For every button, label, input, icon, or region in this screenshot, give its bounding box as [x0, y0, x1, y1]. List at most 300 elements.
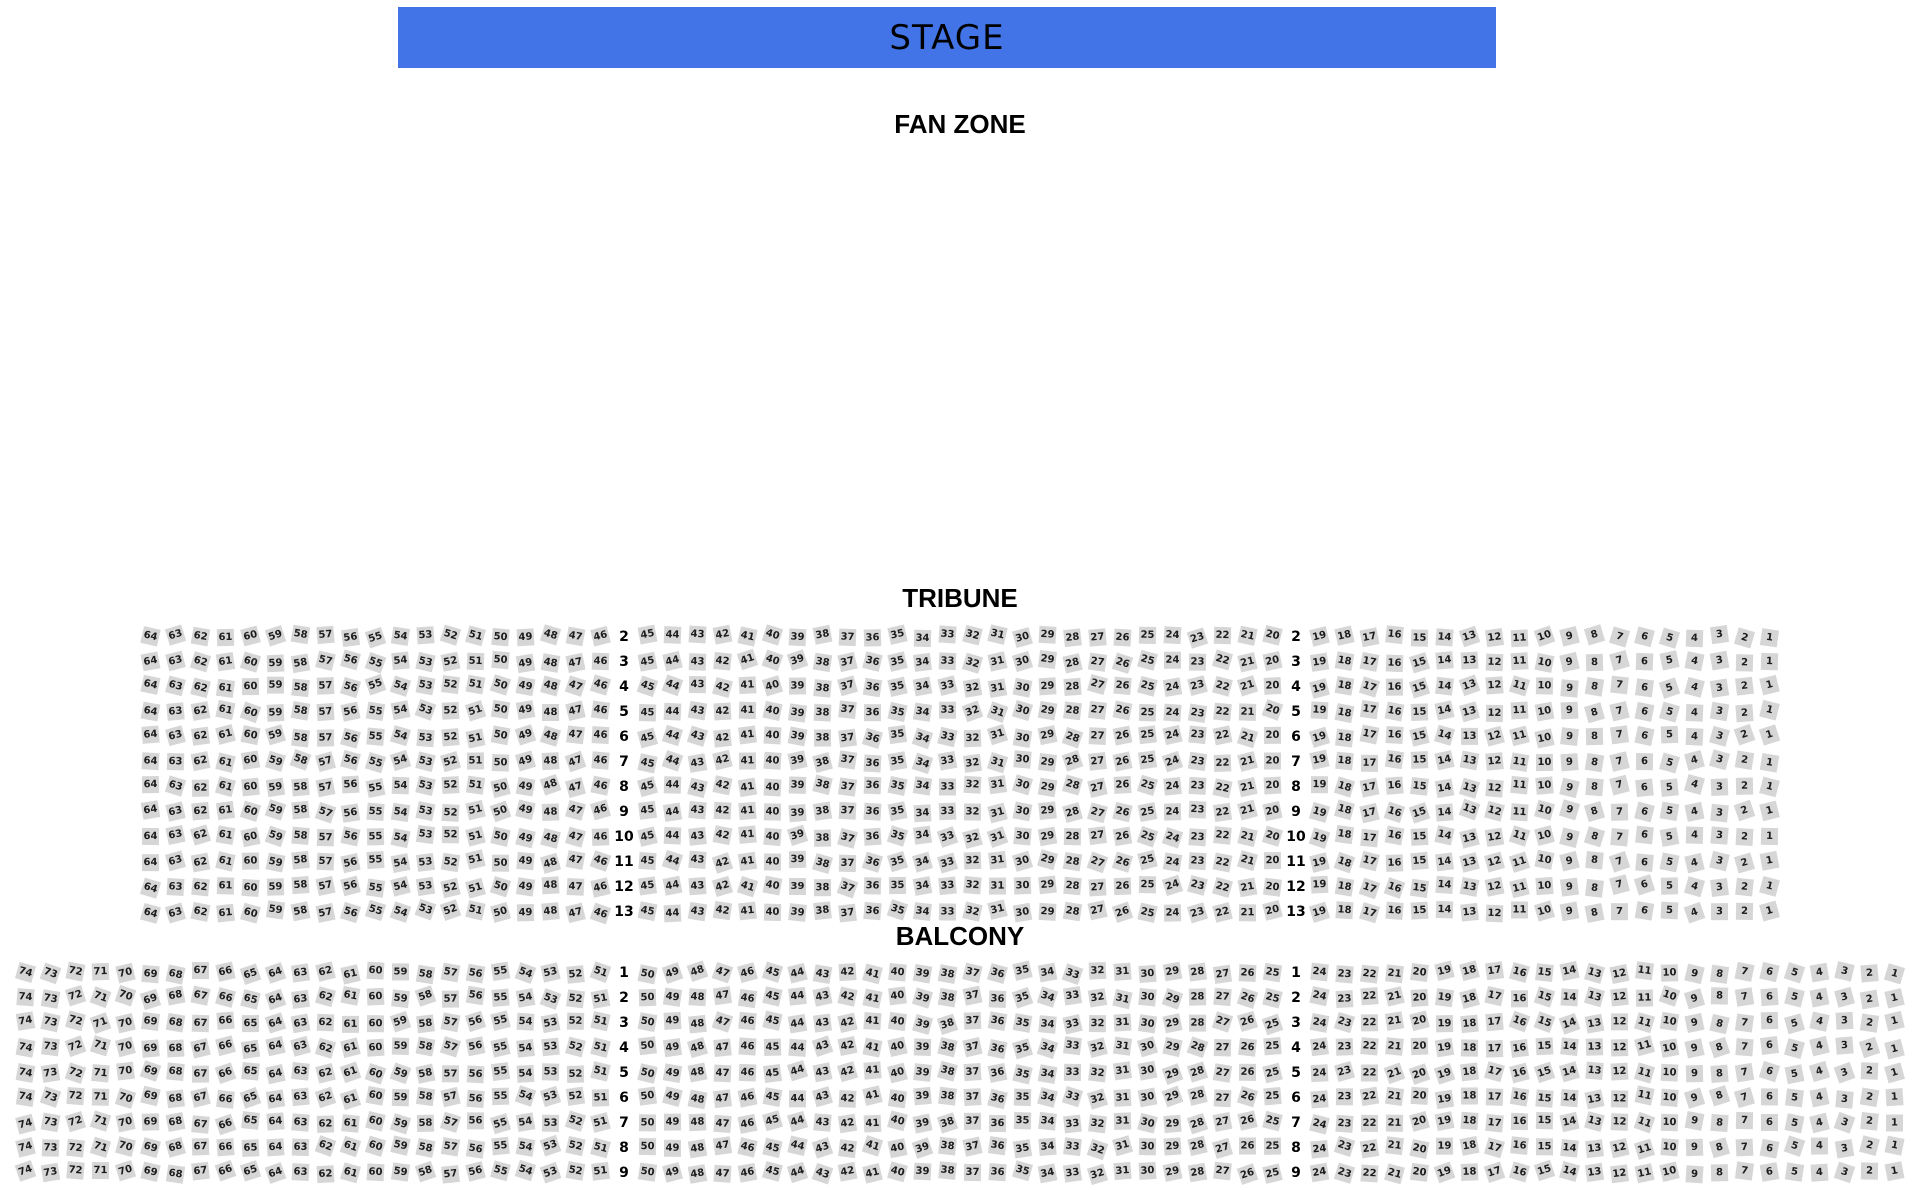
seat[interactable]: 55 [366, 803, 384, 821]
seat[interactable]: 26 [1237, 1011, 1258, 1032]
seat[interactable]: 4 [1686, 826, 1704, 844]
seat[interactable]: 3 [1710, 651, 1730, 671]
seat[interactable]: 4 [1809, 1087, 1829, 1107]
seat[interactable]: 54 [516, 1137, 536, 1157]
seat[interactable]: 60 [240, 903, 261, 924]
seat[interactable]: 56 [340, 853, 360, 873]
seat[interactable]: 1 [1760, 851, 1780, 871]
seat[interactable]: 13 [1584, 1111, 1605, 1132]
seat[interactable]: 13 [1584, 986, 1605, 1007]
seat[interactable]: 43 [812, 1086, 833, 1107]
seat[interactable]: 71 [92, 1088, 109, 1105]
seat[interactable]: 11 [1509, 726, 1530, 747]
seat[interactable]: 48 [542, 803, 560, 821]
seat[interactable]: 52 [567, 1066, 584, 1083]
seat[interactable]: 23 [1336, 990, 1354, 1008]
seat[interactable]: 58 [415, 1161, 437, 1183]
seat[interactable]: 70 [115, 1160, 136, 1181]
seat[interactable]: 28 [1062, 775, 1083, 796]
seat[interactable]: 64 [265, 1036, 285, 1056]
seat[interactable]: 53 [415, 751, 436, 772]
seat[interactable]: 18 [1335, 752, 1354, 771]
seat[interactable]: 69 [140, 1086, 160, 1106]
seat[interactable]: 54 [390, 876, 411, 897]
seat[interactable]: 14 [1435, 651, 1453, 669]
seat[interactable]: 7 [1734, 962, 1754, 982]
seat[interactable]: 67 [192, 1065, 209, 1082]
seat[interactable]: 6 [1761, 1012, 1779, 1030]
seat[interactable]: 17 [1361, 755, 1378, 772]
seat[interactable]: 2 [1734, 724, 1756, 746]
seat[interactable]: 34 [914, 630, 931, 647]
seat[interactable]: 55 [491, 988, 509, 1006]
seat[interactable]: 8 [1585, 677, 1605, 697]
seat[interactable]: 25 [1262, 1063, 1283, 1084]
seat[interactable]: 44 [664, 776, 682, 794]
seat[interactable]: 59 [392, 1089, 410, 1107]
seat[interactable]: 5 [1661, 902, 1679, 920]
seat[interactable]: 43 [688, 801, 706, 819]
seat[interactable]: 23 [1188, 752, 1207, 771]
seat[interactable]: 33 [1063, 1036, 1082, 1055]
seat[interactable]: 51 [465, 625, 486, 646]
seat[interactable]: 34 [913, 826, 932, 845]
seat[interactable]: 57 [442, 990, 459, 1007]
seat[interactable]: 23 [1189, 653, 1206, 670]
seat[interactable]: 63 [292, 1163, 310, 1181]
seat[interactable]: 34 [912, 852, 933, 873]
seat[interactable]: 4 [1684, 677, 1705, 698]
seat[interactable]: 5 [1659, 852, 1679, 872]
seat[interactable]: 7 [1609, 751, 1629, 771]
seat[interactable]: 66 [215, 962, 235, 982]
seat[interactable]: 73 [40, 1086, 62, 1108]
seat[interactable]: 52 [440, 899, 462, 921]
seat[interactable]: 54 [517, 1013, 535, 1031]
seat[interactable]: 19 [1309, 827, 1330, 848]
seat[interactable]: 19 [1434, 960, 1455, 981]
seat[interactable]: 29 [1163, 962, 1183, 982]
seat[interactable]: 37 [963, 1088, 981, 1106]
seat[interactable]: 71 [90, 1012, 112, 1034]
seat[interactable]: 64 [266, 1112, 284, 1130]
seat[interactable]: 22 [1360, 1087, 1380, 1107]
seat[interactable]: 46 [592, 828, 610, 846]
seat[interactable]: 57 [315, 751, 336, 772]
seat[interactable]: 44 [789, 1090, 806, 1107]
seat[interactable]: 24 [1164, 652, 1181, 669]
seat[interactable]: 55 [365, 652, 387, 674]
seat[interactable]: 21 [1385, 1136, 1404, 1155]
seat[interactable]: 24 [1310, 1090, 1328, 1108]
seat[interactable]: 39 [789, 878, 806, 895]
seat[interactable]: 27 [1214, 1039, 1231, 1056]
seat[interactable]: 55 [490, 1160, 511, 1181]
seat[interactable]: 59 [390, 1062, 412, 1084]
seat[interactable]: 43 [688, 877, 706, 895]
seat[interactable]: 32 [1087, 1139, 1109, 1161]
seat[interactable]: 14 [1559, 1013, 1581, 1035]
seat[interactable]: 25 [1262, 1111, 1283, 1132]
seat[interactable]: 10 [1536, 754, 1553, 771]
seat[interactable]: 6 [1635, 778, 1654, 797]
seat[interactable]: 41 [739, 702, 756, 719]
seat[interactable]: 11 [1511, 702, 1529, 720]
seat[interactable]: 26 [1237, 1110, 1257, 1130]
seat[interactable]: 56 [466, 1036, 486, 1056]
seat[interactable]: 27 [1213, 965, 1232, 984]
seat[interactable]: 27 [1088, 653, 1107, 672]
seat[interactable]: 2 [1736, 654, 1753, 671]
seat[interactable]: 10 [1534, 825, 1555, 846]
seat[interactable]: 37 [964, 1012, 982, 1030]
seat[interactable]: 28 [1063, 877, 1081, 895]
seat[interactable]: 18 [1335, 877, 1355, 897]
seat[interactable]: 68 [166, 1013, 186, 1033]
seat[interactable]: 31 [988, 678, 1008, 698]
seat[interactable]: 57 [442, 1065, 459, 1082]
seat[interactable]: 22 [1212, 649, 1233, 670]
seat[interactable]: 50 [490, 902, 511, 923]
seat[interactable]: 16 [1384, 877, 1406, 899]
seat[interactable]: 54 [390, 675, 411, 696]
seat[interactable]: 15 [1534, 1011, 1556, 1033]
seat[interactable]: 45 [638, 852, 656, 870]
seat[interactable]: 63 [166, 878, 184, 896]
seat[interactable]: 73 [41, 1063, 60, 1082]
seat[interactable]: 48 [687, 960, 709, 982]
seat[interactable]: 52 [441, 853, 460, 872]
seat[interactable]: 34 [913, 703, 932, 722]
seat[interactable]: 28 [1064, 828, 1081, 845]
seat[interactable]: 38 [812, 853, 833, 874]
seat[interactable]: 56 [341, 803, 360, 822]
seat[interactable]: 61 [340, 1136, 362, 1158]
seat[interactable]: 36 [863, 902, 881, 920]
seat[interactable]: 26 [1113, 726, 1133, 746]
seat[interactable]: 50 [491, 651, 509, 669]
seat[interactable]: 1 [1759, 777, 1780, 798]
seat[interactable]: 58 [291, 851, 310, 870]
seat[interactable]: 5 [1660, 778, 1679, 797]
seat[interactable]: 7 [1610, 725, 1629, 744]
seat[interactable]: 11 [1634, 1035, 1655, 1056]
seat[interactable]: 31 [1113, 1061, 1132, 1080]
seat[interactable]: 23 [1187, 902, 1208, 923]
seat[interactable]: 8 [1710, 965, 1729, 984]
seat[interactable]: 59 [265, 625, 286, 646]
seat[interactable]: 69 [140, 1162, 160, 1182]
seat[interactable]: 33 [937, 675, 958, 696]
seat[interactable]: 11 [1510, 752, 1530, 772]
seat[interactable]: 15 [1410, 777, 1429, 796]
seat[interactable]: 34 [1037, 986, 1058, 1007]
seat[interactable]: 21 [1384, 1163, 1405, 1184]
seat[interactable]: 11 [1510, 652, 1528, 670]
seat[interactable]: 5 [1785, 1088, 1804, 1107]
seat[interactable]: 38 [813, 802, 832, 821]
seat[interactable]: 23 [1188, 704, 1208, 724]
seat[interactable]: 48 [688, 1063, 708, 1083]
seat[interactable]: 55 [366, 727, 384, 745]
seat[interactable]: 33 [1063, 1115, 1082, 1134]
seat[interactable]: 38 [937, 1061, 958, 1082]
seat[interactable]: 11 [1509, 825, 1530, 846]
seat[interactable]: 68 [165, 1137, 186, 1158]
seat[interactable]: 68 [166, 1164, 185, 1183]
seat[interactable]: 29 [1038, 701, 1058, 721]
seat[interactable]: 35 [1012, 1160, 1033, 1181]
seat[interactable]: 42 [712, 677, 733, 698]
seat[interactable]: 13 [1459, 626, 1480, 647]
seat[interactable]: 11 [1510, 803, 1528, 821]
seat[interactable]: 30 [1138, 988, 1157, 1007]
seat[interactable]: 20 [1264, 777, 1282, 795]
seat[interactable]: 51 [591, 1162, 610, 1181]
seat[interactable]: 44 [664, 626, 682, 644]
seat[interactable]: 41 [738, 902, 757, 921]
seat[interactable]: 21 [1384, 1062, 1406, 1084]
seat[interactable]: 22 [1212, 877, 1233, 898]
seat[interactable]: 17 [1485, 1114, 1504, 1133]
seat[interactable]: 23 [1335, 1115, 1353, 1133]
seat[interactable]: 37 [838, 750, 857, 769]
seat[interactable]: 4 [1686, 630, 1704, 648]
seat[interactable]: 32 [962, 625, 983, 646]
seat[interactable]: 28 [1188, 1163, 1207, 1182]
seat[interactable]: 3 [1834, 961, 1854, 981]
seat[interactable]: 50 [490, 826, 510, 846]
seat[interactable]: 28 [1187, 1036, 1209, 1058]
seat[interactable]: 61 [340, 1037, 361, 1058]
seat[interactable]: 40 [764, 904, 781, 921]
seat[interactable]: 13 [1584, 963, 1605, 984]
seat[interactable]: 62 [191, 853, 211, 873]
seat[interactable]: 35 [1013, 1013, 1033, 1033]
seat[interactable]: 39 [787, 750, 807, 770]
seat[interactable]: 23 [1188, 726, 1207, 745]
seat[interactable]: 60 [367, 1015, 384, 1032]
seat[interactable]: 13 [1460, 751, 1480, 771]
seat[interactable]: 6 [1760, 1036, 1779, 1055]
seat[interactable]: 44 [787, 1162, 808, 1183]
seat[interactable]: 19 [1309, 802, 1330, 823]
seat[interactable]: 50 [639, 1114, 656, 1131]
seat[interactable]: 56 [340, 702, 360, 722]
seat[interactable]: 47 [712, 962, 733, 983]
seat[interactable]: 64 [266, 1089, 285, 1108]
seat[interactable]: 40 [887, 1063, 908, 1084]
seat[interactable]: 26 [1237, 1086, 1258, 1107]
seat[interactable]: 34 [1038, 1138, 1056, 1156]
seat[interactable]: 35 [888, 801, 908, 821]
seat[interactable]: 11 [1636, 989, 1653, 1006]
seat[interactable]: 32 [964, 730, 982, 748]
seat[interactable]: 4 [1809, 1036, 1830, 1057]
seat[interactable]: 50 [490, 876, 511, 897]
seat[interactable]: 59 [267, 704, 285, 722]
seat[interactable]: 71 [91, 1064, 110, 1083]
seat[interactable]: 39 [914, 1038, 932, 1056]
seat[interactable]: 46 [738, 1163, 758, 1183]
seat[interactable]: 47 [565, 700, 586, 721]
seat[interactable]: 50 [491, 628, 509, 646]
seat[interactable]: 44 [788, 1014, 808, 1034]
seat[interactable]: 22 [1212, 725, 1232, 745]
seat[interactable]: 6 [1634, 626, 1655, 647]
seat[interactable]: 35 [887, 851, 908, 872]
seat[interactable]: 46 [737, 1088, 757, 1108]
seat[interactable]: 39 [789, 677, 806, 694]
seat[interactable]: 50 [637, 1063, 658, 1084]
seat[interactable]: 22 [1212, 676, 1233, 697]
seat[interactable]: 49 [664, 1140, 681, 1157]
seat[interactable]: 14 [1560, 1139, 1579, 1158]
seat[interactable]: 62 [315, 1135, 337, 1157]
seat[interactable]: 2 [1734, 852, 1755, 873]
seat[interactable]: 36 [864, 629, 882, 647]
seat[interactable]: 25 [1262, 988, 1283, 1009]
seat[interactable]: 20 [1264, 727, 1281, 744]
seat[interactable]: 51 [465, 700, 486, 721]
seat[interactable]: 66 [216, 1138, 234, 1156]
seat[interactable]: 37 [962, 986, 982, 1006]
seat[interactable]: 34 [913, 902, 932, 921]
seat[interactable]: 64 [265, 989, 287, 1011]
seat[interactable]: 59 [265, 826, 287, 848]
seat[interactable]: 12 [1485, 779, 1503, 797]
seat[interactable]: 12 [1485, 676, 1503, 694]
seat[interactable]: 52 [567, 1012, 584, 1029]
seat[interactable]: 40 [888, 986, 907, 1005]
seat[interactable]: 28 [1187, 1136, 1207, 1156]
seat[interactable]: 9 [1684, 1088, 1705, 1109]
seat[interactable]: 39 [913, 1063, 932, 1082]
seat[interactable]: 6 [1761, 1088, 1778, 1105]
seat[interactable]: 67 [191, 1162, 210, 1181]
seat[interactable]: 51 [465, 800, 485, 820]
seat[interactable]: 25 [1263, 1037, 1281, 1055]
seat[interactable]: 16 [1385, 776, 1403, 794]
seat[interactable]: 2 [1861, 1062, 1879, 1080]
seat[interactable]: 2 [1860, 1112, 1879, 1131]
seat[interactable]: 26 [1237, 987, 1258, 1008]
seat[interactable]: 11 [1634, 1112, 1656, 1134]
seat[interactable]: 70 [115, 1088, 136, 1109]
seat[interactable]: 9 [1559, 827, 1580, 848]
seat[interactable]: 38 [812, 774, 833, 795]
seat[interactable]: 47 [712, 1011, 733, 1032]
seat[interactable]: 34 [912, 753, 933, 774]
seat[interactable]: 44 [787, 1060, 808, 1081]
seat[interactable]: 49 [662, 1086, 683, 1107]
seat[interactable]: 53 [540, 988, 562, 1010]
seat[interactable]: 63 [291, 1014, 311, 1034]
seat[interactable]: 1 [1759, 724, 1780, 745]
seat[interactable]: 8 [1709, 1014, 1729, 1034]
seat[interactable]: 40 [887, 1110, 908, 1131]
seat[interactable]: 32 [963, 678, 983, 698]
seat[interactable]: 46 [590, 850, 612, 872]
seat[interactable]: 55 [490, 1010, 511, 1031]
seat[interactable]: 30 [1137, 1036, 1158, 1057]
seat[interactable]: 47 [566, 850, 586, 870]
seat[interactable]: 34 [1038, 963, 1058, 983]
seat[interactable]: 31 [1113, 1162, 1131, 1180]
seat[interactable]: 19 [1310, 652, 1329, 671]
seat[interactable]: 33 [939, 652, 957, 670]
seat[interactable]: 38 [938, 1087, 957, 1106]
seat[interactable]: 38 [938, 1161, 957, 1180]
seat[interactable]: 9 [1560, 902, 1580, 922]
seat[interactable]: 31 [987, 651, 1007, 671]
seat[interactable]: 31 [1113, 1014, 1131, 1032]
seat[interactable]: 35 [888, 725, 907, 744]
seat[interactable]: 65 [242, 1015, 259, 1032]
seat[interactable]: 33 [1063, 986, 1082, 1005]
seat[interactable]: 37 [963, 1063, 981, 1081]
seat[interactable]: 13 [1460, 877, 1480, 897]
seat[interactable]: 35 [887, 625, 907, 645]
seat[interactable]: 3 [1710, 625, 1729, 644]
seat[interactable]: 57 [316, 703, 334, 721]
seat[interactable]: 48 [540, 725, 561, 746]
seat[interactable]: 62 [190, 651, 211, 672]
seat[interactable]: 53 [540, 1135, 562, 1157]
seat[interactable]: 64 [265, 1162, 287, 1184]
seat[interactable]: 6 [1760, 1139, 1780, 1159]
seat[interactable]: 4 [1684, 902, 1706, 924]
seat[interactable]: 60 [241, 879, 259, 897]
seat[interactable]: 41 [739, 752, 756, 769]
seat[interactable]: 56 [342, 776, 360, 794]
seat[interactable]: 24 [1310, 1140, 1329, 1159]
seat[interactable]: 51 [466, 776, 485, 795]
seat[interactable]: 22 [1360, 1037, 1378, 1055]
seat[interactable]: 55 [365, 752, 386, 773]
seat[interactable]: 32 [1089, 1015, 1106, 1032]
seat[interactable]: 29 [1162, 1063, 1184, 1085]
seat[interactable]: 64 [140, 626, 160, 646]
seat[interactable]: 34 [1038, 1112, 1057, 1131]
seat[interactable]: 44 [663, 803, 682, 822]
seat[interactable]: 36 [988, 1163, 1006, 1181]
seat[interactable]: 62 [192, 779, 209, 796]
seat[interactable]: 29 [1037, 725, 1057, 745]
seat[interactable]: 53 [542, 1063, 559, 1080]
seat[interactable]: 16 [1509, 1161, 1530, 1182]
seat[interactable]: 48 [541, 902, 560, 921]
seat[interactable]: 35 [1014, 1112, 1032, 1130]
seat[interactable]: 11 [1509, 852, 1530, 873]
seat[interactable]: 44 [662, 725, 683, 746]
seat[interactable]: 59 [265, 799, 286, 820]
seat[interactable]: 42 [713, 625, 733, 645]
seat[interactable]: 9 [1684, 964, 1704, 984]
seat[interactable]: 31 [1114, 1112, 1132, 1130]
seat[interactable]: 33 [937, 852, 958, 873]
seat[interactable]: 24 [1164, 803, 1181, 820]
seat[interactable]: 3 [1834, 1062, 1856, 1084]
seat[interactable]: 21 [1237, 652, 1257, 672]
seat[interactable]: 50 [491, 700, 510, 719]
seat[interactable]: 59 [265, 751, 286, 772]
seat[interactable]: 18 [1460, 1062, 1479, 1081]
seat[interactable]: 1 [1884, 1062, 1905, 1083]
seat[interactable]: 24 [1162, 827, 1183, 848]
seat[interactable]: 1 [1885, 1161, 1905, 1181]
seat[interactable]: 4 [1684, 651, 1704, 671]
